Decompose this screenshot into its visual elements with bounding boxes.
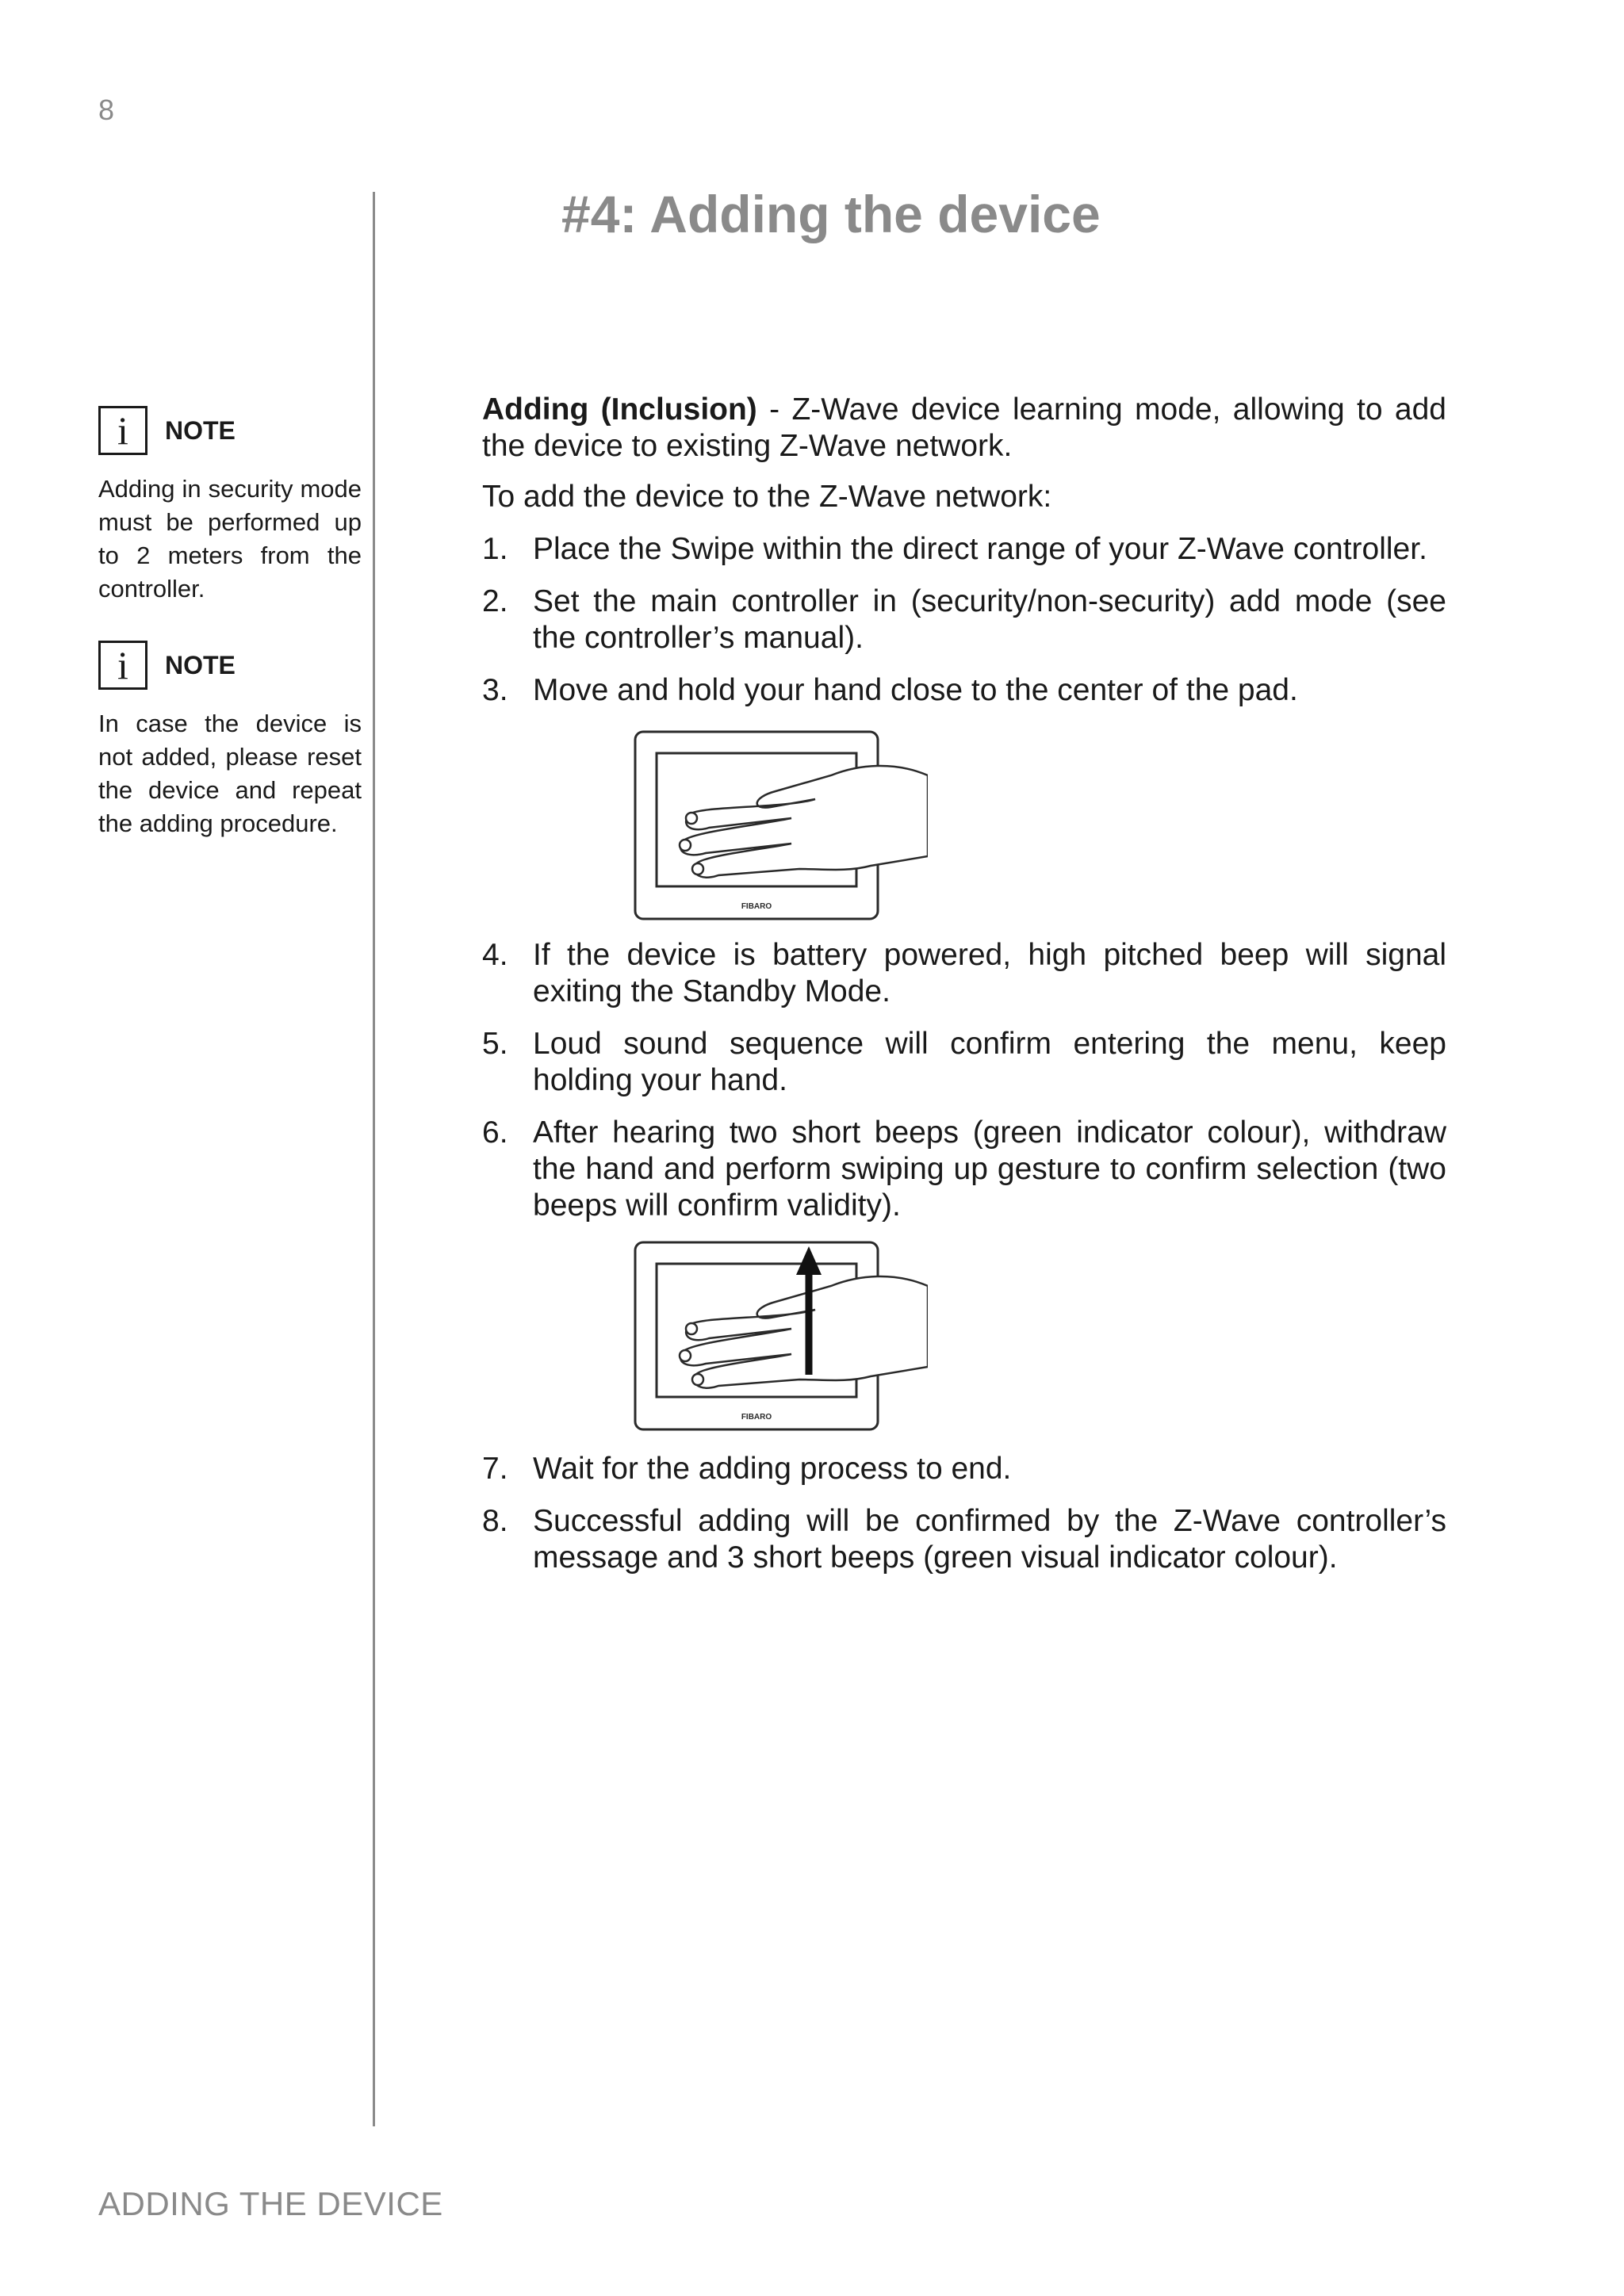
step-text: Wait for the adding process to end. <box>533 1452 1012 1486</box>
page-footer: ADDING THE DEVICE <box>98 2185 443 2222</box>
steps-list-part1 <box>482 531 1446 709</box>
brand-logo: FIBARO <box>741 902 772 911</box>
step-item <box>482 1503 1446 1576</box>
step-text: Successful adding will be confirmed by the Z-Wave controller’s message and 3 short beeps (green visual indicator colour). <box>533 1504 1446 1575</box>
step-number: 7. <box>482 1452 508 1486</box>
sidebar-divider <box>373 192 375 2126</box>
step-number: 3. <box>482 673 508 707</box>
instructions <box>482 392 1446 709</box>
step-item <box>482 1115 1446 1224</box>
step-item <box>482 531 1446 568</box>
intro-paragraph <box>482 392 1446 465</box>
step-number: 1. <box>482 532 508 566</box>
inclusion-definition: - Z-Wave device learning mode, allowing to add the device to existing Z-Wave network. <box>482 392 1446 463</box>
inclusion-term: Adding (Inclusion) <box>482 392 757 427</box>
instructions-part2 <box>482 937 1446 1224</box>
step-text: After hearing two short beeps (green indicator colour), withdraw the hand and perform swiping up gesture to confirm selection (two beeps will confirm validity). <box>533 1115 1446 1223</box>
instructions-part3 <box>482 1451 1446 1576</box>
note-label: NOTE <box>165 415 236 445</box>
step-number: 8. <box>482 1504 508 1538</box>
step-item <box>482 672 1446 709</box>
step-item <box>482 937 1446 1010</box>
swipe-up-illustration <box>633 1240 928 1433</box>
page-number: 8 <box>98 94 115 126</box>
hand-icon <box>680 766 928 878</box>
procedure-lead: To add the device to the Z-Wave network: <box>482 480 1052 514</box>
step-text: If the device is battery powered, high pitched beep will signal exiting the Standby Mode. <box>533 938 1446 1008</box>
hand-icon <box>680 1276 928 1388</box>
step-item <box>482 1451 1446 1487</box>
section-title: #4: Adding the device <box>561 185 1101 243</box>
step-text: Set the main controller in (security/non-security) add mode (see the controller’s manual). <box>533 584 1446 655</box>
step-number: 4. <box>482 938 508 972</box>
info-icon: i <box>98 641 147 690</box>
hand-hold-drawing <box>633 729 928 923</box>
info-icon: i <box>98 406 147 455</box>
step-number: 5. <box>482 1027 508 1061</box>
note-label: NOTE <box>165 650 236 679</box>
step-number: 6. <box>482 1115 508 1150</box>
brand-logo: FIBARO <box>741 1413 772 1422</box>
note-not-added <box>98 639 362 840</box>
step-number: 2. <box>482 584 508 618</box>
steps-list-part2 <box>482 937 1446 1224</box>
swipe-up-drawing <box>633 1240 928 1433</box>
hand-hold-illustration <box>633 729 928 923</box>
note-text: Adding in security mode must be performed up to 2 meters from the controller. <box>98 475 362 603</box>
step-text: Move and hold your hand close to the center of the pad. <box>533 673 1298 707</box>
step-text: Loud sound sequence will confirm entering the menu, keep holding your hand. <box>533 1027 1446 1097</box>
step-item <box>482 584 1446 656</box>
note-security-range <box>98 404 362 606</box>
step-item <box>482 1026 1446 1099</box>
steps-list-part3 <box>482 1451 1446 1576</box>
step-text: Place the Swipe within the direct range of your Z-Wave controller. <box>533 532 1427 566</box>
note-text: In case the device is not added, please reset the device and repeat the adding procedure. <box>98 710 362 837</box>
